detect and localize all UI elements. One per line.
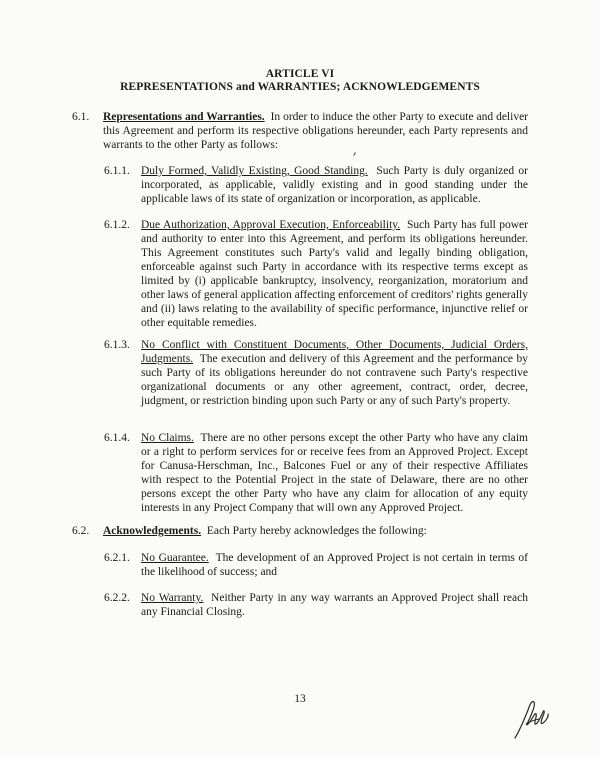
section-heading: Representations and Warranties. [103,111,265,123]
section-6-1-3 [104,338,528,422]
section-text: Neither Party in any way warrants an Approved Project shall reach any Financial Closing. [141,592,528,618]
section-number: 6.1. [72,111,90,123]
section-6-1-4 [104,431,528,515]
section-number: 6.1.2. [104,219,130,231]
section-body [141,338,528,408]
section-heading: Acknowledgements. [103,525,202,537]
section-number: 6.2.1. [104,552,130,564]
section-6-2-1 [104,551,528,581]
scan-speck [353,152,356,156]
section-number: 6.2.2. [104,592,130,604]
section-body [141,431,528,515]
section-6-1-1 [104,164,528,208]
section-text: Each Party hereby acknowledges the following: [206,525,427,537]
section-text: The execution and delivery of this Agreement and the performance by such Party of its obligations hereunder do not contravene such Party's respective organizational documents or any other agreement, contract, order, decree, judgment, or restriction binding upon such Party or any of such Party's property. [141,353,528,407]
section-heading: No Guarantee. [141,552,209,564]
section-body [141,218,528,330]
section-text: The development of an Approved Project is not certain in terms of the likelihood of success; and [141,552,528,578]
section-body [141,591,528,619]
section-number: 6.1.4. [104,432,130,444]
section-heading: Due Authorization, Approval Execution, Enforceability. [141,219,401,231]
section-number: 6.1.3. [104,339,130,351]
initials-signature-icon [512,694,552,740]
section-6-2 [72,524,528,540]
section-text: There are no other persons except the other Party who have any claim or a right to perform services for or receive fees from an Approved Project. Except for Canusa-Herschman, Inc., Balcones Fuel or any of their respective Affiliates with respect to the Potential Project in the state of Delaware, there are no other persons except the other Party who have any claim for allocation of any equity interests in any Project Company that will own any Approved Project. [141,432,529,514]
article-title: REPRESENTATIONS and WARRANTIES; ACKNOWLEDGEMENTS [120,81,480,93]
section-body [141,164,528,206]
section-text: Such Party is duly organized or incorporated, as applicable, validly existing and in good standing under the applicable laws of its state of organization or incorporation, as applicable. [141,165,528,205]
section-heading: No Warranty. [141,592,204,604]
section-6-1-2 [104,218,528,330]
section-body [103,110,528,152]
section-6-1 [72,110,528,154]
section-body [141,551,528,579]
section-number: 6.1.1. [104,165,130,177]
section-heading: Duly Formed, Validly Existing, Good Standing. [141,165,368,177]
section-text: In order to induce the other Party to execute and deliver this Agreement and perform its respective obligations hereunder, each Party represents and warrants to the other Party as follows: [103,111,529,151]
page-number: 13 [294,693,306,705]
article-number: ARTICLE VI [265,68,335,80]
section-6-2-2 [104,591,528,621]
section-text: Such Party has full power and authority to enter into this Agreement, and perform its obligations hereunder. This Agreement constitutes such Party's valid and legally binding obligation, enforceable against such Party in accordance with its respective terms except as limited by (i) applicable bankruptcy, insolvency, reorganization, moratorium and other laws of general application affecting enforcement of creditors' rights generally and (ii) laws relating to the availability of specific performance, injunctive relief or other equitable remedies. [141,219,528,329]
section-heading: No Claims. [141,432,194,444]
section-heading: No Conflict with Constituent Documents, Other Documents, Judicial Orders, Judgments. [141,339,528,365]
section-number: 6.2. [72,525,90,537]
section-body [103,524,528,538]
